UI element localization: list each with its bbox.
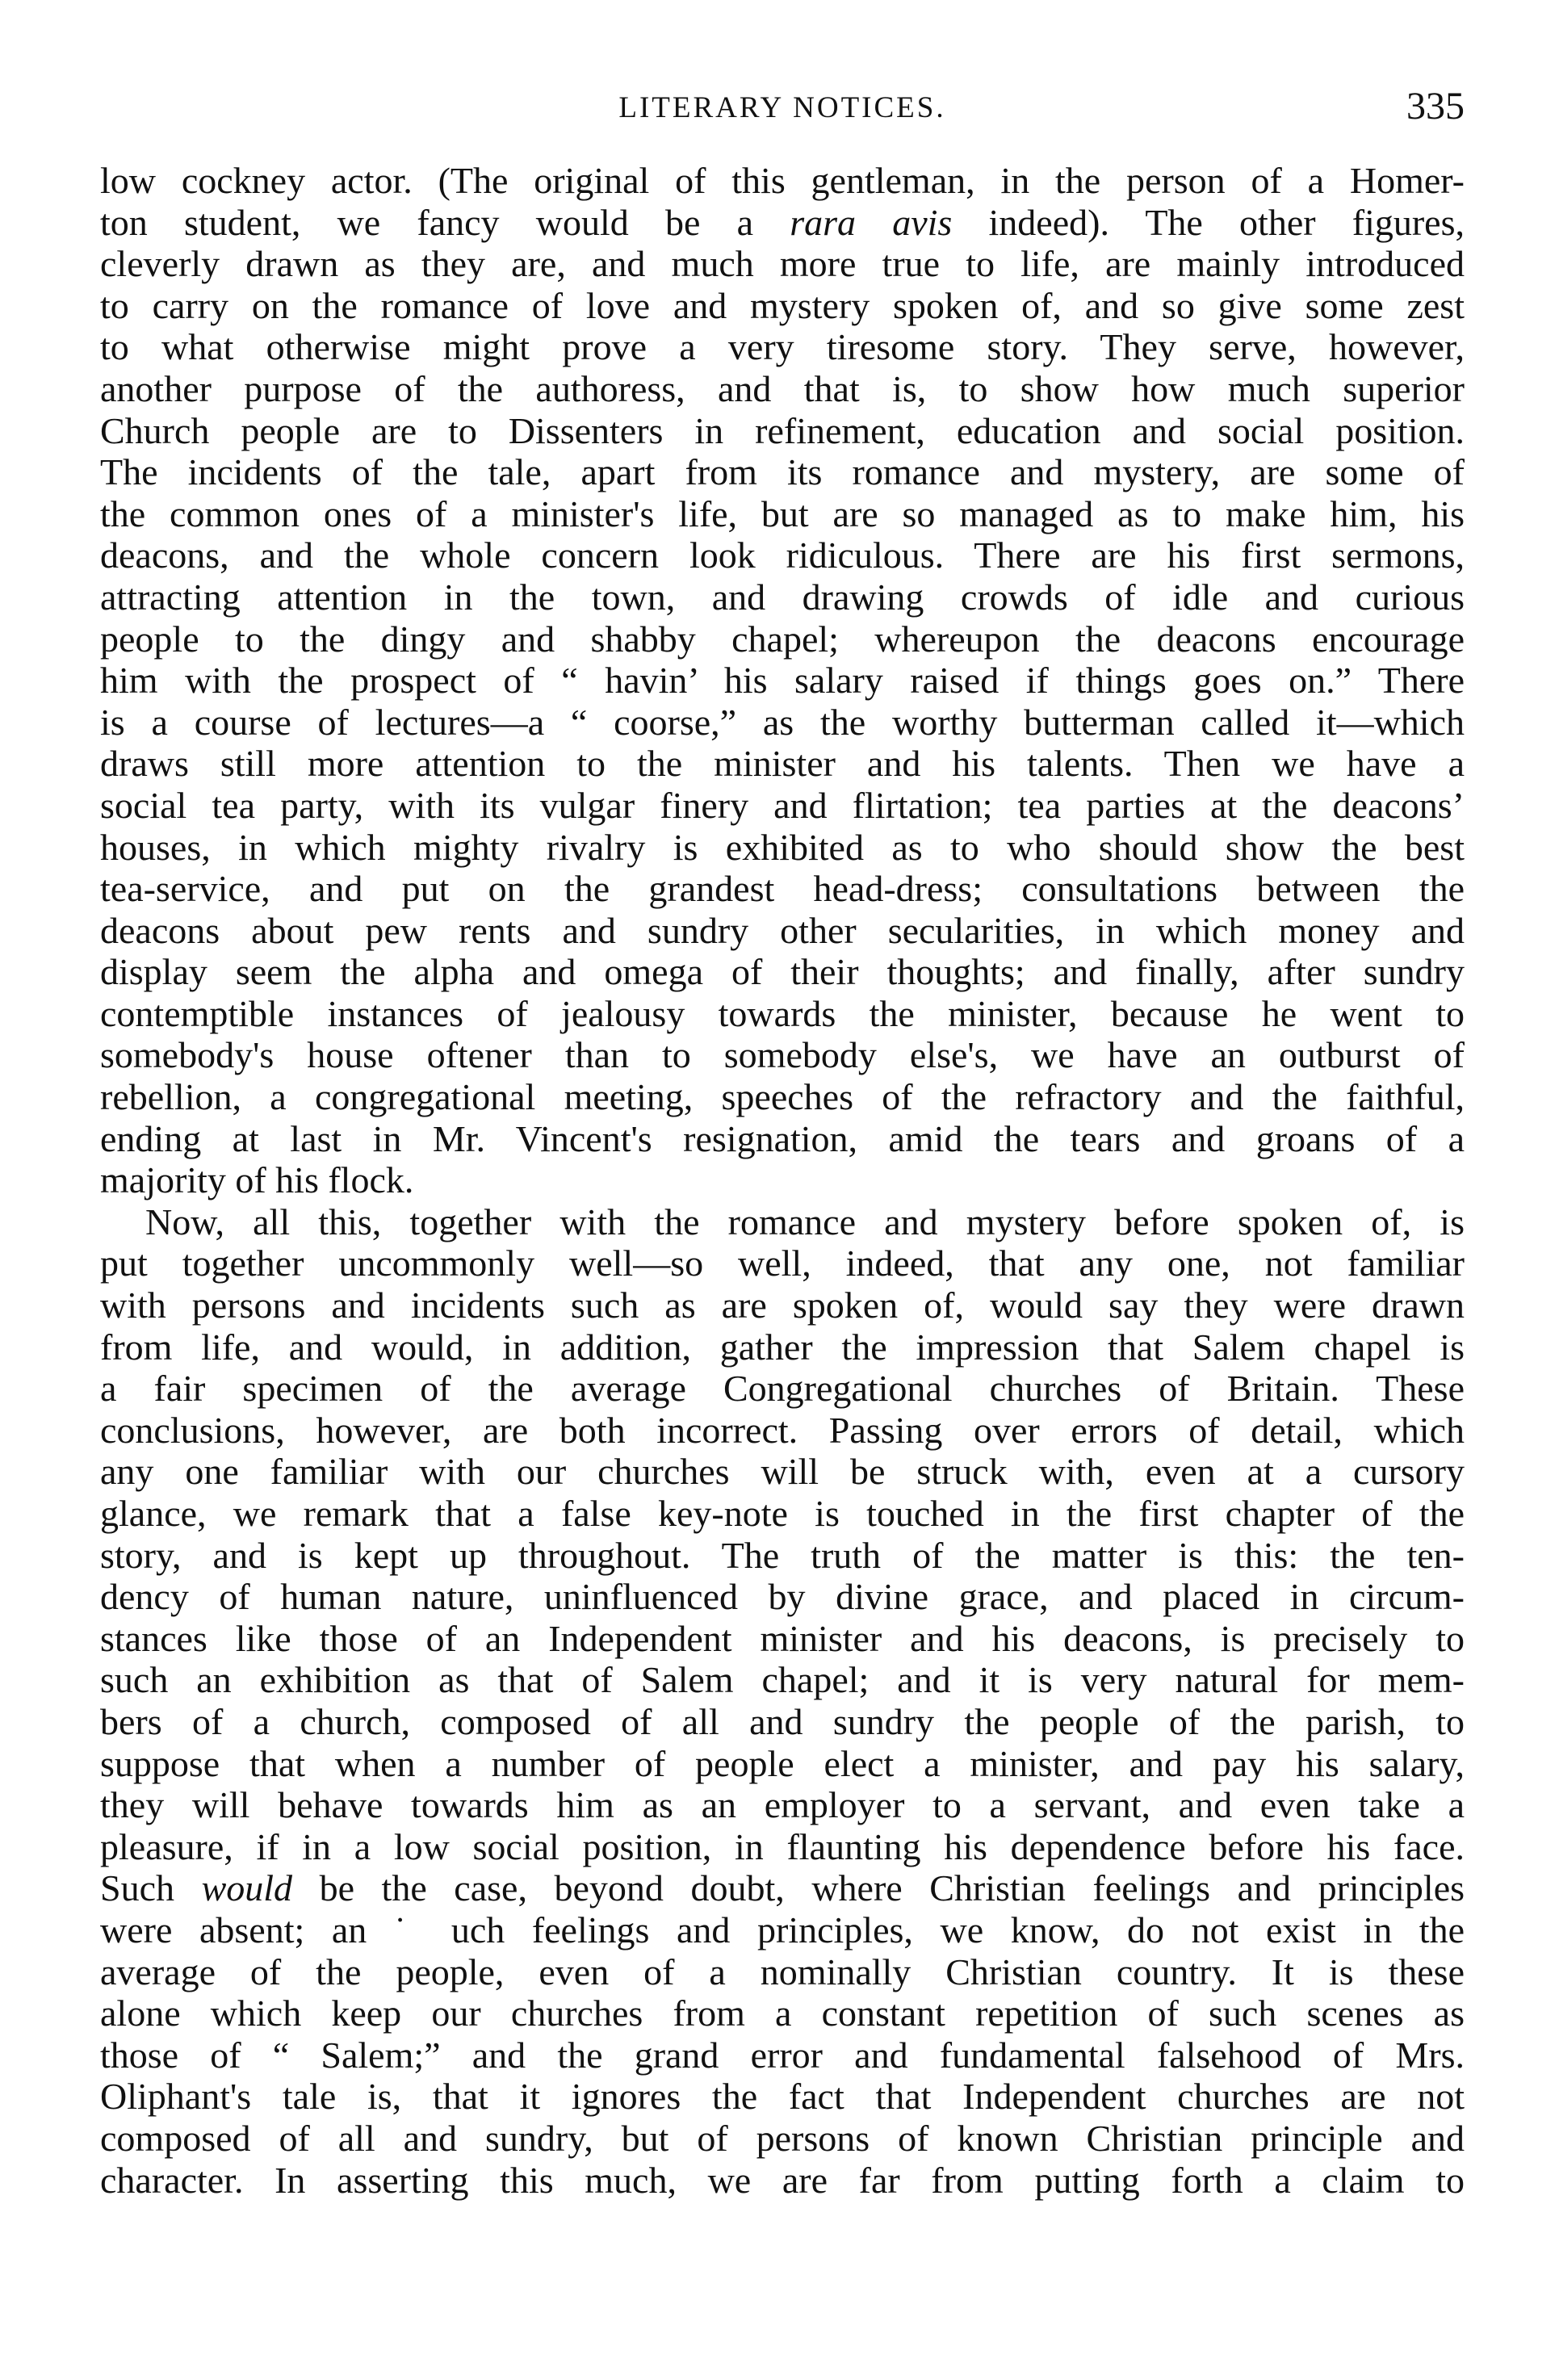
text-line xyxy=(100,660,1465,702)
text-segment: Oliphant's tale is, that it ignores the fact that Independent churches are not xyxy=(100,2076,1465,2118)
italic-segment: rara avis xyxy=(790,201,953,243)
text-segment: to what otherwise might prove a very tiresome story. They serve, however, xyxy=(100,326,1465,368)
text-line xyxy=(100,326,1465,368)
text-segment: composed of all and sundry, but of persons of known Christian principle and xyxy=(100,2117,1465,2159)
text-segment: is a course of lectures—a “ coorse,” as the worthy butterman called it—which xyxy=(100,701,1465,743)
text-line xyxy=(100,534,1465,576)
text-line xyxy=(100,368,1465,410)
text-segment: majority of his flock. xyxy=(100,1159,414,1201)
text-line xyxy=(100,1159,1465,1201)
text-line xyxy=(100,1867,1465,1909)
text-segment: put together uncommonly well—so well, indeed, that any one, not familiar xyxy=(100,1242,1465,1284)
text-segment: conclusions, however, are both incorrect. Passing over errors of detail, which xyxy=(100,1409,1465,1451)
text-segment: display seem the alpha and omega of their thoughts; and finally, after sundry xyxy=(100,951,1465,993)
text-segment: low cockney actor. (The original of this gentleman, in the person of a Homer- xyxy=(100,160,1465,201)
page-header xyxy=(100,84,1465,132)
text-line xyxy=(100,576,1465,618)
text-line xyxy=(100,1493,1465,1535)
text-segment: social tea party, with its vulgar finery and flirtation; tea parties at the deacons’ xyxy=(100,784,1465,826)
text-line xyxy=(100,1118,1465,1160)
text-segment: somebody's house oftener than to somebody else's, we have an outburst of xyxy=(100,1034,1465,1076)
text-line xyxy=(100,702,1465,744)
text-line xyxy=(100,1076,1465,1118)
text-segment: Church people are to Dissenters in refinement, education and social position. xyxy=(100,409,1465,451)
text-segment: story, and is kept up throughout. The truth of the matter is this: the ten- xyxy=(100,1534,1465,1576)
text-line xyxy=(100,1826,1465,1868)
text-segment: stances like those of an Independent minister and his deacons, is precisely to xyxy=(100,1617,1465,1659)
text-line xyxy=(100,1784,1465,1826)
text-line xyxy=(100,1284,1465,1326)
text-segment: alone which keep our churches from a constant repetition of such scenes as xyxy=(100,1992,1465,2034)
text-line xyxy=(100,1909,1465,1951)
text-line xyxy=(100,1201,1465,1243)
text-line xyxy=(100,868,1465,910)
text-segment: ton student, we fancy would be a xyxy=(100,201,790,243)
text-segment: suppose that when a number of people elect a minister, and pay his salary, xyxy=(100,1742,1465,1784)
text-line xyxy=(100,1618,1465,1660)
text-line xyxy=(100,2118,1465,2160)
text-line xyxy=(100,2076,1465,2118)
text-line xyxy=(100,1535,1465,1577)
text-segment: bers of a church, composed of all and sundry the people of the parish, to xyxy=(100,1700,1465,1742)
text-line xyxy=(100,493,1465,535)
text-segment: another purpose of the authoress, and that is, to show how much superior xyxy=(100,367,1465,409)
text-line xyxy=(100,410,1465,452)
text-line xyxy=(100,910,1465,952)
text-segment: cleverly drawn as they are, and much more true to life, are mainly introduced xyxy=(100,243,1465,285)
text-segment: were absent; an ˙ uch feelings and principles, we know, do not exist in the xyxy=(100,1909,1465,1951)
text-segment: to carry on the romance of love and mystery spoken of, and so give some zest xyxy=(100,284,1465,326)
text-segment: with persons and incidents such as are spoken of, would say they were drawn xyxy=(100,1284,1465,1326)
text-line xyxy=(100,743,1465,785)
text-segment: Now, all this, together with the romance and mystery before spoken of, is xyxy=(145,1200,1465,1242)
text-segment: the common ones of a minister's life, but are so managed as to make him, his xyxy=(100,492,1465,534)
text-line xyxy=(100,1992,1465,2034)
text-segment: such an exhibition as that of Salem chapel; and it is very natural for mem- xyxy=(100,1659,1465,1701)
body-text xyxy=(100,160,1465,2340)
text-segment: ending at last in Mr. Vincent's resignation, amid the tears and groans of a xyxy=(100,1117,1465,1159)
text-line xyxy=(100,243,1465,285)
text-segment: they will behave towards him as an employer to a servant, and even take a xyxy=(100,1784,1465,1826)
text-line xyxy=(100,1743,1465,1785)
text-segment: pleasure, if in a low social position, in flaunting his dependence before his face. xyxy=(100,1825,1465,1867)
text-segment: The incidents of the tale, apart from its romance and mystery, are some of xyxy=(100,451,1465,493)
text-line xyxy=(100,827,1465,869)
text-line xyxy=(100,1659,1465,1701)
text-segment: be the case, beyond doubt, where Christian feelings and principles xyxy=(292,1867,1465,1909)
text-line xyxy=(100,1576,1465,1618)
text-segment: a fair specimen of the average Congregational churches of Britain. These xyxy=(100,1368,1465,1410)
text-line xyxy=(100,993,1465,1035)
text-line xyxy=(100,2160,1465,2202)
text-segment: indeed). The other figures, xyxy=(952,201,1465,243)
text-segment: deacons, and the whole concern look ridiculous. There are his first sermons, xyxy=(100,534,1465,576)
text-line xyxy=(100,202,1465,244)
text-line xyxy=(100,1701,1465,1743)
text-segment: those of “ Salem;” and the grand error and fundamental falsehood of Mrs. xyxy=(100,2034,1465,2076)
text-line xyxy=(100,1451,1465,1493)
text-line xyxy=(100,1034,1465,1076)
text-segment: from life, and would, in addition, gather the impression that Salem chapel is xyxy=(100,1326,1465,1368)
text-line xyxy=(100,451,1465,493)
text-segment: average of the people, even of a nominally Christian country. It is these xyxy=(100,1951,1465,1992)
text-segment: draws still more attention to the minister and his talents. Then we have a xyxy=(100,743,1465,785)
text-segment: dency of human nature, uninfluenced by divine grace, and placed in circum- xyxy=(100,1576,1465,1618)
text-segment: deacons about pew rents and sundry other secularities, in which money and xyxy=(100,909,1465,951)
text-line xyxy=(100,1242,1465,1284)
text-segment: contemptible instances of jealousy towards the minister, because he went to xyxy=(100,992,1465,1034)
text-segment: him with the prospect of “ havin’ his salary raised if things goes on.” There xyxy=(100,660,1465,702)
italic-segment: would xyxy=(201,1867,293,1909)
running-head: LITERARY NOTICES. xyxy=(618,91,946,124)
page-number: 335 xyxy=(1406,85,1465,128)
text-segment: rebellion, a congregational meeting, speeches of the refractory and the faithful, xyxy=(100,1076,1465,1118)
text-segment: people to the dingy and shabby chapel; whereupon the deacons encourage xyxy=(100,618,1465,660)
text-line xyxy=(100,618,1465,660)
text-line xyxy=(100,285,1465,327)
text-segment: houses, in which mighty rivalry is exhibited as to who should show the best xyxy=(100,826,1465,868)
text-line xyxy=(100,785,1465,827)
text-segment: any one familiar with our churches will be struck with, even at a cursory xyxy=(100,1451,1465,1493)
text-segment: Such xyxy=(100,1867,202,1909)
text-segment: tea-service, and put on the grandest head-dress; consultations between the xyxy=(100,868,1465,910)
text-line xyxy=(100,951,1465,993)
text-segment: attracting attention in the town, and drawing crowds of idle and curious xyxy=(100,576,1465,618)
text-line xyxy=(100,1410,1465,1452)
text-line xyxy=(100,2034,1465,2076)
text-line xyxy=(100,160,1465,202)
text-line xyxy=(100,1951,1465,1993)
text-segment: character. In asserting this much, we are far from putting forth a claim to xyxy=(100,2159,1465,2201)
text-segment: glance, we remark that a false key-note is touched in the first chapter of the xyxy=(100,1493,1465,1534)
text-line xyxy=(100,1326,1465,1368)
text-line xyxy=(100,1368,1465,1410)
